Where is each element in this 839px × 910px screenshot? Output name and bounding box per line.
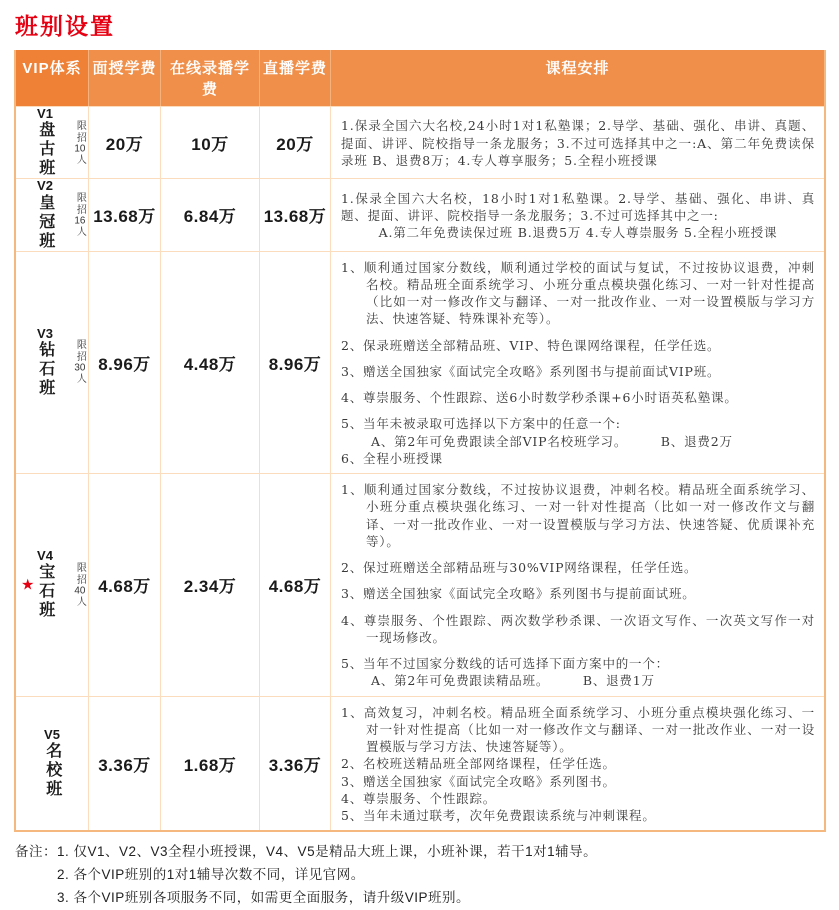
class-name: 钻石班 [36,340,54,398]
course-item: 1、顺利通过国家分数线，不过按协议退费，冲刺名校。精品班全面系统学习、小班分重点模块强化练习、一对一针对性提高（比如一对一修改作文与翻译、一对一批改作业、一对一设置模版与学习方法、快速答疑、优质课补充等）。 [341,482,815,549]
star-icon: ★ [21,576,35,594]
course-item: 5、当年不过国家分数线的话可选择下面方案中的一个： [341,656,669,672]
course-cell [330,474,824,696]
online-price: 2.34万 [160,474,259,696]
class-code: V2 [37,178,53,194]
online-price: 10万 [160,107,259,178]
note-item: 1. 仅V1、V2、V3全程小班授课，V4、V5是精品大班上课，小班补课，若干1对1辅导。 [57,844,598,860]
header-live-tuition: 直播学费 [259,50,330,106]
class-name-cell [16,107,88,178]
vip-pricing-table [14,50,826,832]
table-row-v5 [16,696,824,831]
note-item: 2. 各个VIP班别的1对1辅导次数不同，详见官网。 [57,867,365,883]
face-price: 4.68万 [88,474,160,696]
course-item: 3、赠送全国独家《面试完全攻略》系列图书。 [341,773,616,789]
notes-items [57,841,597,910]
course-cell [330,107,824,178]
online-price: 6.84万 [160,179,259,250]
live-price: 8.96万 [259,252,330,474]
course-cell [330,252,824,474]
live-price: 4.68万 [259,474,330,696]
class-limit: 限招16人 [74,191,86,238]
class-name: 皇冠班 [36,193,54,251]
live-price: 20万 [259,107,330,178]
class-code: V5 [44,726,60,742]
course-item: 4、尊崇服务、个性跟踪、送6小时数学秒杀课+6小时语英私塾课。 [341,390,738,406]
class-name: 盘古班 [36,121,54,179]
class-name-cell [16,252,88,474]
class-code: V4 [37,548,53,564]
table-header-row [16,50,824,106]
class-name-cell [16,179,88,250]
course-text: A.第二年免费读保过班 B.退费5万 4.专人尊崇服务 5.全程小班授课 [378,225,778,241]
class-name-cell [16,474,88,696]
course-cell [330,179,824,250]
course-item: 3、赠送全国独家《面试完全攻略》系列图书与提前面试班。 [341,586,696,602]
live-price: 13.68万 [259,179,330,250]
face-price: 13.68万 [88,179,160,250]
course-subitem: A、第2年可免费跟读精品班。 B、退费1万 [371,673,655,689]
course-item: 2、名校班送精品班全部网络课程，任学任选。 [341,756,616,772]
header-online-recorded-tuition: 在线录播学费 [160,50,259,106]
class-limit: 限招30人 [74,339,86,386]
course-item: 5、当年未通过联考，次年免费跟读系统与冲刺课程。 [341,808,656,824]
course-item: 1、高效复习，冲刺名校。精品班全面系统学习、小班分重点模块强化练习、一对一针对性提高（比如一对一修改作文与翻译、一对一批改作业、一对一设置模版与学习方法、快速答疑等）。 [341,704,815,755]
course-item: 1、顺利通过国家分数线，顺利通过学校的面试与复试，不过按协议退费，冲刺名校。精品班全面系统学习、小班分重点模块强化练习、一对一针对性提高（比如一对一修改作文与翻译、一对一批改作业、一对一设置模版与学习方法、快速答疑、特殊课补充等）。 [341,259,815,327]
header-vip-system: VIP体系 [16,50,88,106]
class-name-cell [16,697,88,831]
face-price: 3.36万 [88,697,160,831]
face-price: 8.96万 [88,252,160,474]
page-title: 班别设置 [15,13,115,39]
course-cell [330,697,824,831]
class-code: V3 [37,325,53,341]
table-row-v2 [16,178,824,250]
online-price: 4.48万 [160,252,259,474]
course-item: 4、尊崇服务、个性跟踪、两次数学秒杀课、一次语文写作、一次英文写作一对一现场修改。 [341,612,815,645]
note-item: 3. 各个VIP班别各项服务不同，如需更全面服务，请升级VIP班别。 [57,890,471,906]
course-item: 2、保过班赠送全部精品班与30%VIP网络课程，任学任选。 [341,560,698,576]
course-item: 6、全程小班授课 [341,450,443,466]
live-price: 3.36万 [259,697,330,831]
header-face-tuition: 面授学费 [88,50,160,106]
course-item: 5、当年未被录取可选择以下方案中的任意一个: [341,416,621,432]
header-course-arrangement: 课程安排 [330,50,824,106]
class-limit: 限招10人 [74,119,86,166]
footer-notes [15,841,826,910]
class-name: 宝石班 [36,563,54,621]
course-item: 2、保录班赠送全部精品班、VIP、特色课网络课程，任学任选。 [341,337,721,353]
class-name: 名校班 [43,742,61,800]
class-code: V1 [37,106,53,121]
course-item: 4、尊崇服务、个性跟踪。 [341,790,497,806]
table-row-v1 [16,106,824,178]
online-price: 1.68万 [160,697,259,831]
course-subitem: A、第2年可免费跟读全部VIP名校班学习。 B、退费2万 [371,433,733,449]
table-row-v4 [16,473,824,696]
course-text: 1.保录全国六大名校,24小时1对1私塾课；2.导学、基础、强化、串讲、真题、提面、讲评、院校指导一条龙服务；3.不过可选择其中之一:A、第二年免费读保录班 B、退费8万；4.专人尊享服务；5.全程小班授课 [341,118,815,168]
table-row-v3 [16,251,824,474]
course-text: 1.保录全国六大名校，18小时1对1私塾课。2.导学、基础、强化、串讲、真题、提面、讲评、院校指导一条龙服务；3.不过可选择其中之一: [341,190,815,223]
class-limit: 限招40人 [74,561,86,608]
face-price: 20万 [88,107,160,178]
notes-label: 备注： [15,844,57,860]
course-item: 3、赠送全国独家《面试完全攻略》系列图书与提前面试VIP班。 [341,363,721,379]
